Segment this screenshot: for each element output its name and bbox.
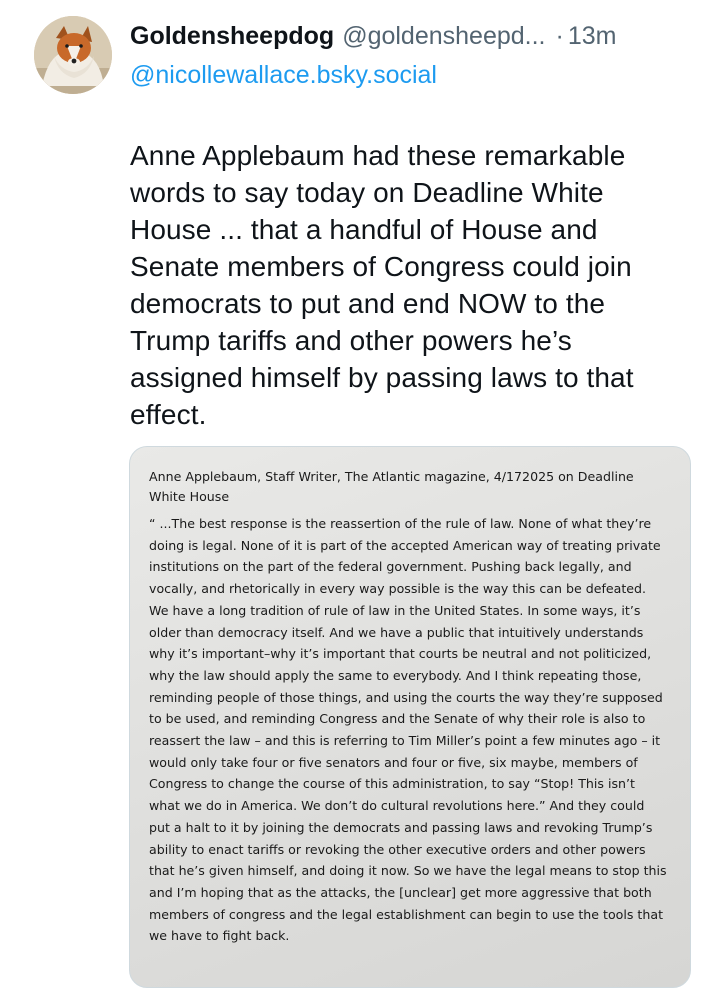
post-header — [130, 22, 690, 58]
author-handle[interactable]: @goldensheepd... — [342, 22, 546, 50]
post-timestamp[interactable]: 13m — [567, 22, 617, 50]
post-body-text: Anne Applebaum had these remarkable words to say today on Deadline White House ... that a handful of House and Senate members of Congress could join democrats to put and end NOW to the Trump tariffs and other powers he’s assigned himself by passing laws to that effect. — [130, 140, 634, 430]
attached-image[interactable] — [129, 446, 691, 988]
reply-mention-link[interactable]: @nicollewallace.bsky.social — [130, 61, 437, 89]
separator-dot: · — [555, 22, 564, 50]
quoted-document — [149, 467, 669, 947]
dog-avatar-icon — [34, 16, 112, 94]
author-avatar[interactable] — [34, 16, 112, 94]
document-heading: Anne Applebaum, Staff Writer, The Atlantic magazine, 4/172025 on Deadline White House — [149, 469, 634, 504]
document-quote: “ ...The best response is the reassertion of the rule of law. None of what they’re doing is legal. None of it is part of the accepted American way of treating private institutions on the part of the federal government. Pushing back legally, and vocally, and rhetorically in every way possible is the way this can be defeated. We have a long tradition of rule of law in the United States. In some ways, it’s older than democracy itself. And we have a public that intuitively understands why it’s important–why it’s important that courts be neutral and not politicized, why the law should apply the same to everybody. And I think repeating those, reminding people of those things, and using the courts the way they’re supposed to be used, and reminding Congress and the Senate of why their role is also to reassert the law – and this is referring to Tim Miller’s point a few minutes ago – it would only take four or five senators and four or five, six maybe, members of Congress to change the course of this administration, to say “Stop! This isn’t what we do in America. We don’t do cultural revolutions here.” And they could put a halt to it by joining the democrats and passing laws and revoking Trump’s ability to enact tariffs or revoking the other executive orders and other powers that he’s given himself, and doing it now. So we have the legal means to stop this and I’m hoping that as the attacks, the [unclear] get more aggressive that both members of congress and the legal establishment can begin to use the tools that we have to fight back. — [149, 516, 667, 944]
author-display-name[interactable]: Goldensheepdog — [130, 22, 335, 50]
